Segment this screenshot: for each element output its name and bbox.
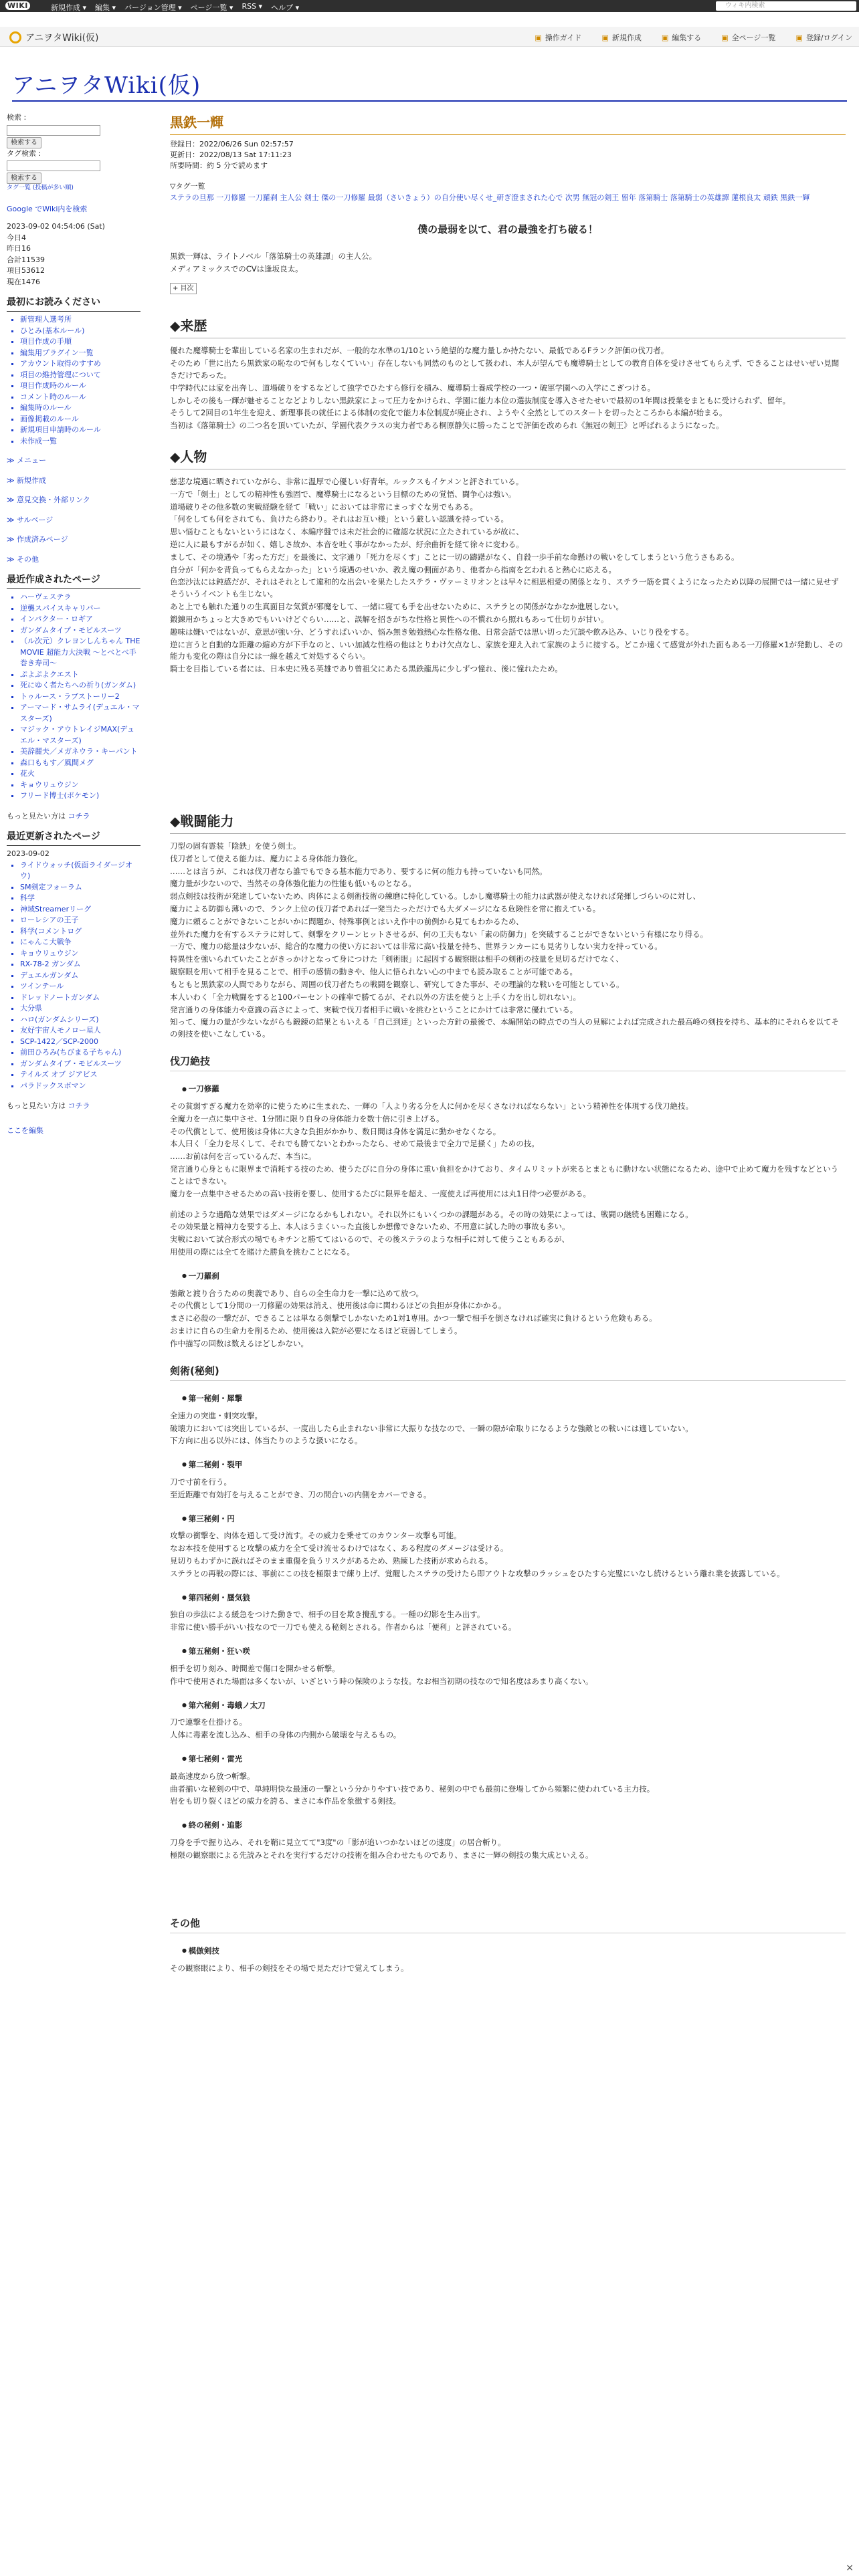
top-menu-item[interactable]: 編集 ▾ — [95, 3, 116, 12]
recent-updated-item[interactable]: ▪ ツインテール — [20, 981, 140, 992]
skill-ittou-shura-heading: ● 一刀修羅 — [182, 1083, 846, 1095]
secret-paragraph: 破壊力においては突出しているが、一度出したら止まれない非常に大振りな技なので、一瞬の隙が命取りになるような強敵との戦いには適していない。 — [170, 1423, 693, 1433]
more-recent: もっと見たい方は コチラ — [7, 811, 90, 821]
skill-paragraph: その貧弱すぎる魔力を効率的に使うために生まれた、一輝の「人より劣る分を人に何かを尽くさなければならない」という精神性を体現する伐刀絶技。 — [170, 1101, 693, 1111]
secret-paragraph: 刀で寸前を行う。 — [170, 1477, 231, 1487]
combat-paragraph: 魔力に頼ることができないことがいかに問題か、特殊事例とはいえ作中の前例から見てもわかるため、 — [170, 916, 524, 926]
recent-updated-item[interactable]: ▪ ガンダムタイプ・モビルスーツ — [20, 1059, 140, 1070]
site-title[interactable]: アニヲタWiki(仮) — [12, 72, 201, 99]
toolbar-item-label: 新規作成 — [611, 33, 642, 42]
toolbar-item-icon: ▣ — [601, 33, 609, 42]
person-paragraph: 一方で「剣士」としての精神性も強固で、魔導騎士になるという目標のための覚悟、闘争心は強い。 — [170, 489, 516, 499]
recent-created-item[interactable]: ▪ 花火 — [20, 768, 140, 780]
section-origin-heading: ◆来歴 — [170, 316, 846, 338]
person-paragraph: 逆に人に最もすがるが如く、嬉しさ故か、本音を吐く事がなかったが、紆余曲折を経て徐々に変わる。 — [170, 540, 524, 550]
tag-search-button[interactable]: 検索する — [7, 173, 41, 184]
updated-date: 2023-09-02 — [7, 849, 50, 858]
article — [170, 112, 846, 1975]
recent-updated-item[interactable]: ▪ 友好宇宙人モノロー星人 — [20, 1025, 140, 1037]
recent-created-item[interactable]: ▪ ぷよぷよクエスト — [20, 669, 140, 681]
recent-updated-item[interactable]: ▪ 科学(コメントログ — [20, 926, 140, 938]
toolbar-item-icon: ▣ — [721, 33, 729, 42]
sidebar-sections — [7, 455, 140, 565]
skill-paragraph: その代償として、使用後は身体に大きな負担がかかり、数日間は身体を満足に動かせなくなる。 — [170, 1126, 501, 1136]
first-read-list — [7, 314, 140, 447]
secret-paragraph: 岩をも切り裂くほどの威力を誇る、まさに本作品を象徴する剣技。 — [170, 1796, 401, 1806]
combat-paragraph: 発言通りの身体能力や意識の高さによって、実戦で伐刀者相手に戦いを挑むということにかけては非常に優れている。 — [170, 1004, 578, 1014]
top-menu-item[interactable]: ページ一覧 ▾ — [190, 3, 233, 12]
wiki-logo-icon — [9, 31, 21, 43]
recent-updated-item[interactable]: ▪ キョウリュウジン — [20, 948, 140, 960]
recent-created-item[interactable]: ▪ 美辞麗夫／メガネウラ・キーパント — [20, 746, 140, 758]
meta-key: 所要時間 — [170, 160, 199, 170]
skill-paragraph: 魔力を一点集中させるための高い技術を要し、使用するたびに限界を超え、一度使えば再使用には丸1日待つ必要がある。 — [170, 1188, 591, 1198]
stat-line: 項目53612 — [7, 266, 45, 275]
origin-paragraph: 優れた魔導騎士を輩出している名家の生まれだが、一般的な水準の1/10という絶望的な魔力量しか持たない、最低であるFランク評価の伐刀者。 — [170, 346, 669, 356]
tag-search-input[interactable] — [7, 160, 100, 171]
stat-line: 昨日16 — [7, 244, 31, 253]
person-paragraph: 逆に言うと自動的な距離の縮め方が下手なのと、いい加減な性格の他はとりわけ欠点なし、家族を迎え入れて家族のように接する。どこか遠くて感覚が外れた面もある一刀修羅×1が発動し、その能力も変化の際は自分には一線を越えて対処するぐらい。 — [170, 639, 843, 661]
person-text — [170, 476, 846, 675]
site-search-input[interactable]: ウィキ内検索 — [716, 1, 856, 11]
combat-text — [170, 841, 846, 1041]
recent-updated-item[interactable]: ▪ 前田ひろみ(ちびまる子ちゃん) — [20, 1047, 140, 1059]
combat-paragraph: ……とは言うが、これは伐刀者なら誰でもできる基本能力であり、要するに何の能力も持っていないも同然。 — [170, 866, 547, 876]
combat-paragraph: 一方で、魔力の総量は少ないが、総合的な魔力の使い方においては非常に高い技量を持ち、世界ランカーにも見劣りしない実力を持っている。 — [170, 942, 662, 952]
recent-created-item[interactable]: ▪ （ル次元）クレヨンしんちゃん THE MOVIE 超能力大決戦 〜とべとべ手巻き寿司〜 — [20, 636, 140, 669]
skill-paragraph: 強敵と渡り合うための奥義であり、自らの全生命力を一撃に込めて放つ。 — [170, 1288, 424, 1298]
top-menu-item[interactable]: 新規作成 ▾ — [51, 3, 87, 12]
section-combat-heading: ◆戦闘能力 — [170, 811, 846, 834]
more-recent-link[interactable]: コチラ — [68, 811, 90, 821]
origin-paragraph: 当初は《落第騎士》の二つ名を頂いていたが、学園代表クラスの実力者である桐原静矢に勝ったことで評価を改められ《無冠の剣王》と呼ばれるようになった。 — [170, 421, 724, 431]
combat-paragraph: 本人いわく「全力戦闘をすると100パーセントの確率で勝てるが、それ以外の方法を使うと上手く力を出し切れない」。 — [170, 992, 581, 1002]
first-read-item[interactable]: ▪ 編集時のルール — [20, 403, 140, 414]
secret-paragraph: 非常に使い勝手がいい技なので一刀でも使える秘剣とされる。作者からは「便利」と評されている。 — [170, 1622, 516, 1632]
more-updated: もっと見たい方は コチラ — [7, 1101, 90, 1110]
recent-updated-item[interactable]: ▪ パラドックスボマン — [20, 1081, 140, 1092]
more-updated-link[interactable]: コチラ — [68, 1101, 90, 1110]
wiki-home-link[interactable]: アニヲタWiki(仮) — [9, 31, 99, 44]
stat-line: 合計11539 — [7, 255, 45, 264]
title-divider — [12, 100, 847, 102]
secret-heading: ● 第一秘剣・犀撃 — [182, 1393, 846, 1405]
first-read-item[interactable]: ▪ ひとみ(基本ルール) — [20, 326, 140, 337]
first-read-heading: 最初にお読みください — [7, 296, 140, 312]
recent-updated-item[interactable]: ▪ ローレシアの王子 — [20, 915, 140, 926]
toolbar-item-label: 登録/ログイン — [805, 33, 852, 42]
meta-line — [170, 150, 846, 160]
skill-paragraph: 前述のような過酷な効果ではダメージになるかもしれない。それ以外にもいくつかの課題がある。その時の効果によっては、戦闘の継続も困難になる。 — [170, 1209, 693, 1219]
person-paragraph: まして、その境遇や「劣った方だ」を最後に、文字通り「死力を尽くす」ことに一切の躊躇がなく、自殺一歩手前な命懸けの戦いをしてしまうという危うさもある。 — [170, 552, 739, 562]
recent-created-item[interactable]: ▪ 逆襲スパイスキャリバー — [20, 603, 140, 615]
secret-paragraph: 見切りもわずかに誤ればそのまま重傷を負うリスクがあるため、熟練した技術が求められる。 — [170, 1556, 493, 1566]
toolbar-item[interactable] — [721, 32, 775, 43]
secret-paragraph: 至近距離で有効打を与えることができ、刀の間合いの内側をカバーできる。 — [170, 1489, 432, 1499]
person-paragraph: 自分が「何かを背負ってもらえなかった」という境遇のせいか、教え魔の側面があり、他者から指南を乞われると熱心に応える。 — [170, 564, 616, 574]
secret-paragraph: 全速力の突進・刺突攻撃。 — [170, 1410, 262, 1420]
secret-heading: ● 第六秘剣・毒蛾ノ太刀 — [182, 1700, 846, 1712]
first-read-item[interactable]: ▪ 編集用プラグイン一覧 — [20, 348, 140, 359]
person-paragraph: 道場破りその他多数の実戦経験を経て「戦い」においては非常にまっすぐな男でもある。 — [170, 502, 478, 512]
first-read-item[interactable]: ▪ 新管理人選考所 — [20, 314, 140, 326]
secret-paragraph: 最高速度から放つ斬撃。 — [170, 1771, 255, 1781]
recent-updated-item[interactable]: ▪ 神域Streamerリーグ — [20, 904, 140, 916]
combat-paragraph: 伐刀者として使える能力は、魔力による身体能力強化。 — [170, 853, 363, 863]
secret-paragraph: 作中で使用された場面は多くないが、いざという時の保険のような技。なお相当初期の技なので知名度はあまり高くない。 — [170, 1676, 593, 1686]
toolbar-item-icon: ▣ — [535, 33, 542, 42]
person-paragraph: 慈悲な境遇に晒されていながら、非常に温厚で心優しい好青年。ルックスもイケメンと評されている。 — [170, 476, 524, 486]
tag-search-label: タグ検索 : — [7, 148, 41, 158]
recent-updated-item[interactable]: ▪ RX-78-2 ガンダム — [20, 959, 140, 970]
origin-paragraph: そのため「世に出たら黒鉄家の恥なので何もしなくていい」存在しないも同然のものとして扱われ、本人が望んでも魔導騎士としての教育自体を受けさせてもらえず、できることはせいぜい見聞きだけであった。 — [170, 358, 840, 380]
combat-paragraph: 刀型の固有霊装「陰鉄」を使う剣士。 — [170, 841, 301, 851]
secret-heading: ● 第七秘剣・雷光 — [182, 1753, 846, 1765]
sidebar — [7, 112, 140, 1136]
tag-list-toggle[interactable]: ▽タグ一覧 — [170, 181, 205, 191]
origin-paragraph: そうして2回目の1年生を迎え、新理事長の就任による体制の変化で能力本位制度が廃止され、ようやく全然としてのスタートを切ったところから本編が始まる。 — [170, 408, 727, 418]
recent-created-item[interactable]: ▪ インパクター・ロギア — [20, 614, 140, 625]
wiki-toolbar — [535, 32, 852, 43]
combat-paragraph: もともと黒鉄家の人間でありながら、周囲の伐刀者たちの戦闘を観察し、研究してきた事が、その理論的な戦いを可能としている。 — [170, 979, 624, 989]
recent-updated-list — [7, 860, 140, 1092]
secret-heading: ● 終の秘剣・追影 — [182, 1820, 846, 1832]
edit-sidebar-link[interactable]: ここを編集 — [7, 1125, 43, 1135]
recent-updated-item[interactable]: ▪ ドレッドノートガンダム — [20, 992, 140, 1004]
skill-ittou-shura-text2 — [170, 1209, 846, 1259]
meta-value: ：2022/06/26 Sun 02:57:57 — [192, 140, 294, 148]
combat-paragraph: 知って、魔力の量が少ないながらも鍛錬の結果ともいえる「自己到達」といった方針の最後で、本編開始の時点での当人の見解によれば完成された最高峰の剣技を持ち、基本的にそれらを以てその剣技を使いこなしている。 — [170, 1017, 840, 1039]
secret-paragraph: 極限の観察眼による先読みとそれを実行するだけの技術を組み合わせたものであり、まさに一輝の剣技の集大成といえる。 — [170, 1850, 593, 1860]
meta-key: 登録日 — [170, 140, 192, 148]
recent-created-item[interactable]: ▪ トゥルース・ラブストーリー2 — [20, 691, 140, 703]
toolbar-item[interactable] — [535, 32, 581, 43]
origin-text — [170, 345, 846, 432]
toc-toggle[interactable]: + 目次 — [170, 283, 197, 295]
recent-created-item[interactable]: ▪ マジック・アウトレイジMAX(デュエル・マスターズ) — [20, 724, 140, 746]
origin-paragraph: しかしその後も一輝が魅せることなどよりしない黒鉄家によって圧力をかけられ、学園に能力本位の選抜制度を導入させたせいで最初の1年間は授業をまともに受けられず、留年。 — [170, 395, 791, 405]
section-other-heading: その他 — [170, 1916, 846, 1933]
top-menu-item[interactable]: バージョン管理 ▾ — [124, 3, 182, 12]
recent-updated-item[interactable]: ▪ SCP-1422／SCP-2000 — [20, 1037, 140, 1048]
section-secret-heading: 剣術(秘剣) — [170, 1364, 846, 1381]
other-mimic-text: その観察眼により、相手の剣技をその場で見ただけで覚えてしまう。 — [170, 1963, 409, 1973]
secret-paragraph: なお本技を使用すると攻撃の威力を全て受け流せるわけではなく、ある程度のダメージは受ける。 — [170, 1543, 508, 1553]
first-read-item[interactable]: ▪ 項目作成時のルール — [20, 381, 140, 392]
first-read-item[interactable]: ▪ 未作成一覧 — [20, 436, 140, 447]
meta-value: ：2022/08/13 Sat 17:11:23 — [192, 150, 292, 159]
skill-paragraph: まさに必殺の一撃だが、できることは単なる剣撃でしかないため1対1専用。かつ一撃で相手を倒さなければ確実に負けるという危険もある。 — [170, 1313, 657, 1323]
skill-paragraph: 用使用の際には全てを賭けた勝負を挑むことになる。 — [170, 1247, 355, 1257]
toolbar-item[interactable] — [601, 32, 641, 43]
intro-text: 黒鉄一輝は、ライトノベル「落第騎士の英雄譚」の主人公。 — [170, 251, 377, 261]
sidebar-section-link[interactable]: ≫ 新規作成 — [7, 475, 47, 485]
recent-updated-item[interactable]: ▪ SM剣定フォーラム — [20, 882, 140, 893]
meta-line — [170, 139, 846, 150]
secret-heading: ● 第五秘剣・狂い咲 — [182, 1646, 846, 1658]
combat-paragraph: 魔力量が少ないので、当然その身体強化能力の性能も低いものとなる。 — [170, 879, 416, 889]
toolbar-item[interactable] — [795, 32, 852, 43]
article-title: 黒鉄一輝 — [170, 112, 846, 135]
recent-created-item[interactable]: ▪ ハーヴェステラ — [20, 592, 140, 603]
secret-paragraph: ステラとの再戦の際には、事前にこの技を極限まで練り上げ、覚醒したステラの受けたら即アウトな攻撃のラッシュをひたすら完璧にいなし続けるという離れ業を披露している。 — [170, 1568, 785, 1578]
skill-ittou-rasetsu-heading: ● 一刀羅刹 — [182, 1271, 846, 1283]
google-search-link[interactable]: Google でWiki内を検索 — [7, 204, 88, 213]
combat-paragraph: 観察眼を用いて相手を見ることで、相手の感情の動きや、他人に悟られない心の中までも読み取ることが可能である。 — [170, 967, 578, 977]
skill-ittou-shura-text — [170, 1101, 846, 1200]
toolbar-item-icon: ▣ — [661, 33, 669, 42]
secret-paragraph: 曲者揃いな秘剣の中で、単純明快な最速の一撃という分かりやすい技であり、秘剣の中でも最前に登場してから頻繁に使われている主力技。 — [170, 1784, 655, 1794]
section-person-heading: ◆人物 — [170, 447, 846, 469]
person-paragraph: 色恋沙汰には鈍感だが、それはそれとして違和的な出会いを果たしたステラ・ヴァーミリオンとは早々に相思相愛の関係となり、ステラ一筋を貫くようになったため以降の展開では一緒に見せずそういうイベントも生じない。 — [170, 577, 839, 599]
secret-paragraph: 人体に毒素を流し込み、相手の身体の内側から破壊を与えるもの。 — [170, 1730, 401, 1740]
wiki-logo[interactable]: WIKI — [5, 1, 31, 10]
search-button[interactable]: 検索する — [7, 137, 41, 148]
recent-created-item[interactable]: ▪ キョウリュウジン — [20, 780, 140, 791]
stat-line: 今日4 — [7, 233, 26, 242]
skill-paragraph: 全魔力を一点に集中させ、1分間に限り自身の身体能力を数十倍に引き上げる。 — [170, 1113, 444, 1123]
skill-ittou-rasetsu-text — [170, 1288, 846, 1350]
intro-cv: メディアミックスでのCVは逢坂良太。 — [170, 263, 303, 274]
recent-created-item[interactable]: ▪ アーマード・サムライ(デュエル・マスターズ) — [20, 702, 140, 724]
meta-key: 更新日 — [170, 150, 192, 159]
sidebar-section-link[interactable]: ≫ その他 — [7, 554, 39, 564]
toolbar-item-icon: ▣ — [795, 33, 803, 42]
article-meta — [170, 139, 846, 171]
first-read-item[interactable]: ▪ 画像掲載のルール — [20, 414, 140, 425]
meta-value: ：約 5 分で読めます — [199, 160, 268, 170]
recent-updated-heading: 最近更新されたページ — [7, 830, 140, 846]
search-label: 検索 : — [7, 113, 27, 122]
first-read-item[interactable]: ▪ アカウント取得のすすめ — [20, 358, 140, 370]
origin-paragraph: 中学時代には家を出奔し、道場破りをするなどして独学でひたすら修行を積み、魔導騎士養成学校の一つ・破軍学園への入学にこぎつける。 — [170, 383, 656, 393]
recent-updated-item[interactable]: ▪ デュエルガンダム — [20, 970, 140, 982]
sidebar-section-link[interactable]: ≫ メニュー — [7, 456, 47, 465]
other-mimic-heading: ● 模倣剣技 — [182, 1945, 846, 1957]
tag-list-link[interactable]: タグ一覧 (投稿が多い順) — [7, 185, 74, 191]
secret-paragraph: 刀身を手で握り込み、それを鞘に見立てて"3度"の「影が追いつかないほどの速度」の居合斬り。 — [170, 1838, 506, 1848]
skill-paragraph: 作中描写の回数は数えるほどしかない。 — [170, 1338, 308, 1348]
secret-paragraph: 攻撃の衝撃を、肉体を通して受け流す。その威力を乗せてのカウンター攻撃も可能。 — [170, 1531, 462, 1541]
first-read-item[interactable]: ▪ 新規項目申請時のルール — [20, 425, 140, 436]
first-read-item[interactable]: ▪ 項目の維持管理について — [20, 370, 140, 381]
combat-paragraph: 並外れた魔力を有するステラに対して、剣撃をクリーンヒットさせるが、何の工夫もない「素の防御力」を突破することができないという有様になり得る。 — [170, 929, 708, 939]
recent-updated-item[interactable]: ▪ ハロ(ガンダムシリーズ) — [20, 1014, 140, 1026]
access-stats — [7, 221, 140, 288]
combat-paragraph: 魔力による防御も薄いので、ランク上位の伐刀者であれば一発当たっただけでも大ダメージになる危険性を常に抱えている。 — [170, 904, 601, 914]
recent-created-heading: 最近作成されたページ — [7, 573, 140, 589]
secret-paragraph: 刀で連撃を仕掛ける。 — [170, 1717, 247, 1727]
recent-updated-item[interactable]: ▪ にゃんこ大戦争 — [20, 937, 140, 948]
top-menu — [51, 2, 299, 13]
recent-created-list — [7, 592, 140, 802]
skill-paragraph: その効果量と精神力を要する上、本人はうまくいった直後しか想像できないため、不用意に試した時の事故も多い。 — [170, 1222, 570, 1232]
skill-paragraph: 実戦において試合形式の場でもキチンと勝ててはいるので、その後ステラのような相手に対して使うこともあるが、 — [170, 1235, 569, 1245]
recent-updated-item[interactable]: ▪ 科学 — [20, 893, 140, 904]
person-paragraph: 騎士を目指している者には、日本史に残る英雄であり曾祖父にあたる黒鉄龍馬に少しずつ憧れ、後に憧れたため。 — [170, 664, 563, 674]
top-menu-item[interactable]: ヘルプ ▾ — [271, 3, 300, 12]
combat-paragraph: 特異性を強いられていたことがきっかけとなって身につけた「剣術眼」に起因する観察眼は相手の剣術の技量を見切るだけでなく、 — [170, 954, 624, 964]
close-icon[interactable]: × — [846, 2563, 854, 2573]
sidebar-section-link[interactable]: ≫ 作成済みページ — [7, 535, 68, 544]
toolbar-item-label: 操作ガイド — [545, 33, 582, 42]
recent-created-item[interactable]: ▪ フリード博士(ポケモン) — [20, 790, 140, 802]
sidebar-section-link[interactable]: ≫ サルベージ — [7, 515, 54, 524]
skill-paragraph: ……お前は何を言っているんだ、本当に。 — [170, 1152, 316, 1162]
toolbar-item-label: 編集する — [672, 33, 702, 42]
secret-heading: ● 第二秘剣・裂甲 — [182, 1459, 846, 1471]
recent-created-item[interactable]: ▪ ガンダムタイプ・モビルスーツ — [20, 625, 140, 637]
top-navbar — [0, 0, 859, 12]
recent-created-item[interactable]: ▪ 死にゆく者たちへの祈り(ガンダム) — [20, 680, 140, 691]
secret-paragraph: 相手を切り刻み、時間差で傷口を開かせる斬撃。 — [170, 1663, 340, 1673]
stat-line: 2023-09-02 04:54:06 (Sat) — [7, 222, 105, 231]
secret-paragraph: 下方向に出る以外には、体当たりのような扱いになる。 — [170, 1436, 363, 1446]
meta-line — [170, 160, 846, 171]
person-paragraph: あと上でも触れた通りの生真面目な気質が邪魔をして、一緒に寝ても手を出せないために、ステラとの関係がなかなか進展しない。 — [170, 602, 624, 612]
skill-paragraph: その代償として1分間の一刀修羅の効果は消え、使用後は命に関わるほどの負担が身体にかかる。 — [170, 1301, 506, 1311]
toolbar-item[interactable] — [662, 32, 701, 43]
top-menu-item[interactable]: RSS ▾ — [242, 2, 263, 11]
recent-updated-item[interactable]: ▪ テイルズ オブ ジアビス — [20, 1069, 140, 1081]
recent-updated-item[interactable]: ▪ ライドウォッチ(仮面ライダージオウ) — [20, 860, 140, 882]
secret-list — [170, 1393, 846, 1862]
first-read-item[interactable]: ▪ 項目作成の手順 — [20, 336, 140, 348]
stat-line: 現在1476 — [7, 277, 40, 286]
sidebar-section-link[interactable]: ≫ 意見交換・外部リンク — [7, 496, 90, 504]
tag-links[interactable]: ステラの旦那 一刀修羅 一刀羅刹 主人公 剣士 傑の一刀修羅 最弱（さいきょう）の自分使い尽くせ_研ぎ澄まされた心で 次男 無冠の剣王 留年 落第騎士 落第騎士の英雄譚 蓮根良太 頑鉄 黒鉄一輝 — [170, 193, 810, 202]
person-paragraph: 鍛錬用かちょっと大きめでもいいけどぐらい……と、誤解を招きがちな性格と異性への不慣れから照れもあって仕切りが甘い。 — [170, 614, 609, 624]
secret-heading: ● 第三秘剣・円 — [182, 1513, 846, 1525]
skill-paragraph: おまけに自らの生命力を削るため、使用後は入院が必要になるほど衰弱してしまう。 — [170, 1326, 462, 1336]
section-skill-heading: 伐刀絶技 — [170, 1054, 846, 1071]
search-input[interactable] — [7, 125, 100, 136]
person-paragraph: 「何をしても何をされても、負けたら終わり。それはお互い様」という厳しい認識を持っている。 — [170, 514, 508, 524]
person-paragraph: 趣味は嫌いではないが、意思が強い分、どうすればいいか、悩み無き勉強熱心な性格な他、日常会話では思い切った冗談や飲み込み、いじり役をする。 — [170, 627, 694, 637]
toolbar-item-label: 全ページ一覧 — [731, 33, 776, 42]
recent-updated-item[interactable]: ▪ 大分県 — [20, 1003, 140, 1014]
secret-paragraph: 独自の歩法による緩急をつけた動きで、相手の目を欺き攪乱する。一種の幻影を生み出す。 — [170, 1610, 485, 1620]
skill-paragraph: 発言通り心身ともに限界まで消耗する技のため、使うたびに自分の身体に重い負担をかけており、タイムリミットが来るとまともに動けない状態になるため、途中で止めて魔力を残すなどということはできない。 — [170, 1164, 839, 1186]
secret-heading: ● 第四秘剣・蜃気狼 — [182, 1592, 846, 1604]
first-read-item[interactable]: ▪ コメント時のルール — [20, 392, 140, 403]
combat-paragraph: 弱点剣技は技術が発達していないため、肉体による剣術技術の練磨に特化している。しかし魔導騎士の能力は武器が使えなければ発揮しづらいのに対し、 — [170, 891, 701, 901]
skill-paragraph: 本人曰く「全力を尽くして、それでも勝てないとわかったなら、せめて最後まで全力で足掻く」ための技。 — [170, 1139, 539, 1149]
person-paragraph: 思い悩むこともないというにはなく、本編序盤では未だ社会的に確認な状況に立たされているが故に、 — [170, 527, 524, 537]
tag-list — [170, 181, 846, 203]
article-quote: 僕の最弱を以て、君の最強を打ち破る！ — [417, 223, 598, 235]
recent-created-item[interactable]: ▪ 森口ももす／風間メグ — [20, 758, 140, 769]
wiki-header — [0, 27, 859, 47]
